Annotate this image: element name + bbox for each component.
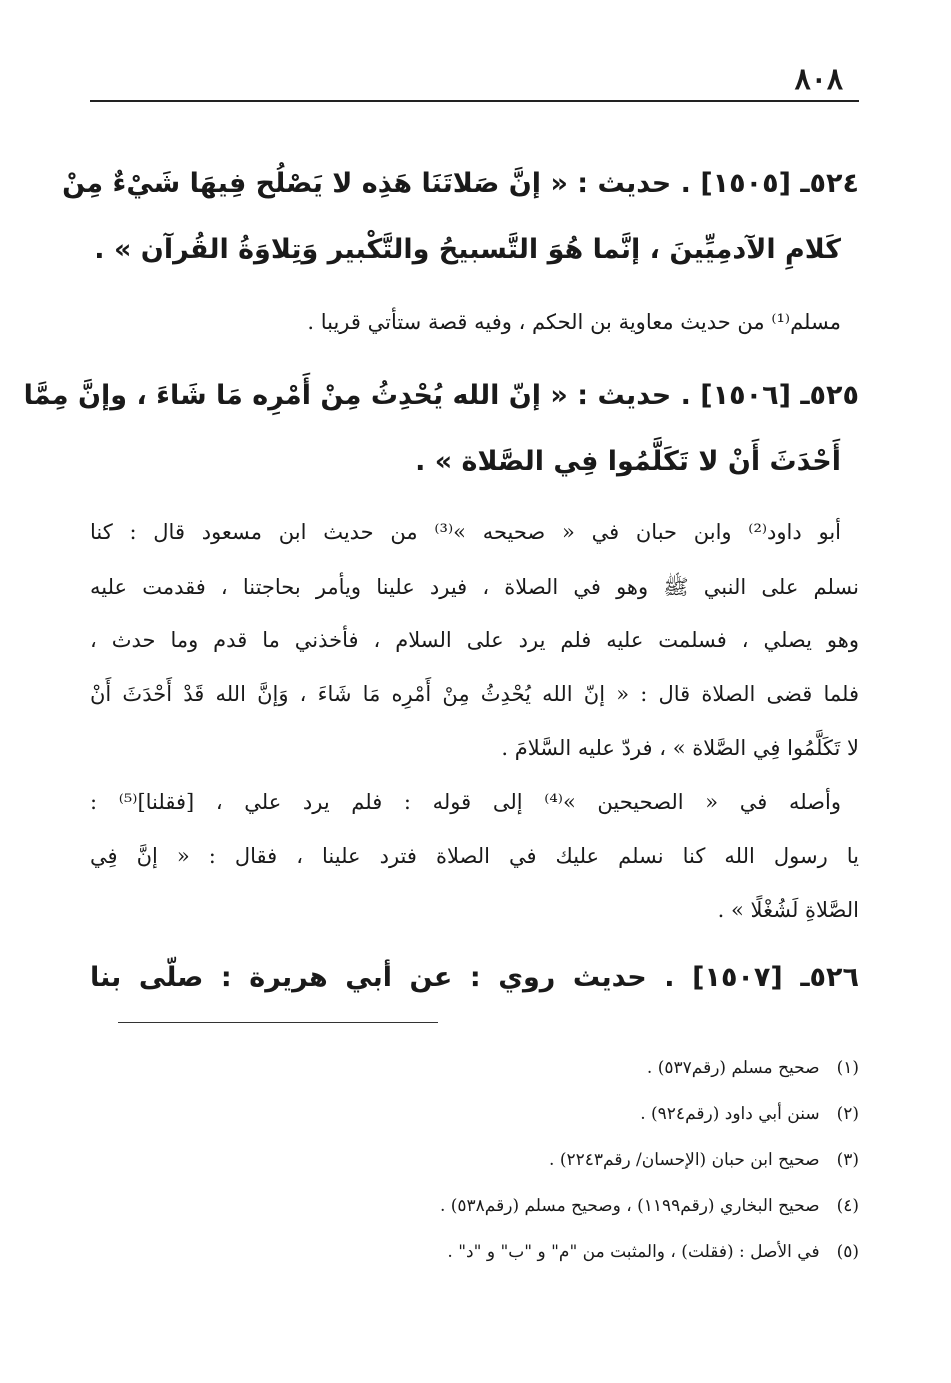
footnote-rule [118,1022,438,1023]
hadith-525-body-line: يا رسول الله كنا نسلم عليك في الصلاة فترد علينا ، فقال : « إنَّ فِي [90,844,859,868]
footnote [90,1150,859,1170]
header-rule [90,100,859,102]
hadith-525-line-2: أَحْدَثَ أَنْ لا تَكَلَّمُوا فِي الصَّلاة » . [415,446,841,477]
footnote-text: صحيح البخاري (رقم١١٩٩) ، وصحيح مسلم (رقم٥٣٨) . [439,1196,820,1216]
footnote [90,1058,859,1078]
footnote-text: صحيح مسلم (رقم٥٣٧) . [646,1058,820,1078]
hadith-525-body-line: نسلم على النبي ﷺ وهو في الصلاة ، فيرد علينا ويأمر بحاجتنا ، فقدمت عليه [90,575,859,599]
footnote-number: (٥) [836,1242,859,1262]
hadith-525-body-line: وهو يصلي ، فسلمت عليه فلم يرد على السلام ، فأخذني ما قدم وما حدث ، [90,628,859,652]
hadith-524-line-1: ٥٢٤ـ [١٥٠٥] . حديث : « إنَّ صَلاتَنَا هَذِه لا يَصْلُح فِيهَا شَيْءٌ مِنْ [62,168,859,199]
footnote [90,1196,859,1216]
hadith-525-body-line: أبو داود⁽²⁾ وابن حبان في « صحيحه »⁽³⁾ من حديث ابن مسعود قال : كنا [90,520,841,544]
footnote-text: في الأصل : (فقلت) ، والمثبت من "م" و "ب" و "د" . [447,1242,820,1262]
footnote-number: (٢) [836,1104,859,1124]
hadith-525-body-line: لا تَكَلَّمُوا فِي الصَّلاة » ، فردّ عليه السَّلامَ . [501,736,859,760]
footnote-text: سنن أبي داود (رقم٩٢٤) . [640,1104,820,1124]
hadith-525-body-line: الصَّلاةِ لَشُغْلًا » . [717,898,859,922]
hadith-524-source: مسلم⁽¹⁾ من حديث معاوية بن الحكم ، وفيه قصة ستأتي قريبا . [307,310,841,334]
footnote [90,1242,859,1262]
footnote [90,1104,859,1124]
footnote-number: (٤) [836,1196,859,1216]
footnote-text: صحيح ابن حبان (الإحسان/ رقم٢٢٤٣) . [549,1150,820,1170]
hadith-525-body-line: وأصله في « الصحيحين »⁽⁴⁾ إلى قوله : فلم يرد علي ، [فقلنا]⁽⁵⁾ : [90,790,841,814]
hadith-525-line-1: ٥٢٥ـ [١٥٠٦] . حديث : « إنّ الله يُحْدِثُ مِنْ أَمْرِه مَا شَاءَ ، وإنَّ مِمَّا [23,380,859,411]
page-number: ٨٠٨ [794,62,843,97]
footnote-number: (٣) [836,1150,859,1170]
hadith-525-body-line: فلما قضى الصلاة قال : « إنّ الله يُحْدِثُ مِنْ أَمْرِه مَا شَاءَ ، وَإنَّ الله قَدْ أَحْدَثَ أَنْ [90,682,859,706]
hadith-524-line-2: كَلامِ الآدمِيِّينَ ، إنَّما هُوَ التَّسبيحُ والتَّكْبير وَتِلاوَةُ القُرآن » . [94,234,841,265]
hadith-526-line-1: ٥٢٦ـ [١٥٠٧] . حديث روي : عن أبي هريرة : صلّى بنا [90,962,859,993]
footnote-number: (١) [836,1058,859,1078]
